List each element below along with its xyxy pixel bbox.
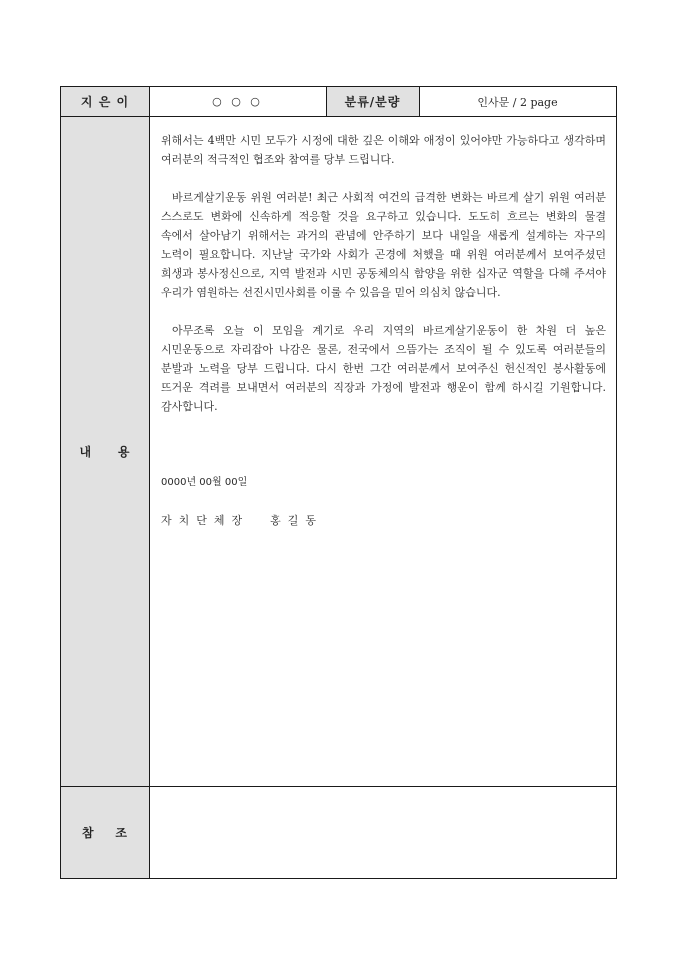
- paragraph-3: 아무조록 오늘 이 모임을 계기로 우리 지역의 바르게살기운동이 한 차원 더 높은 시민운동으로 자리잡아 나감은 물론, 전국에서 으뜸가는 조직이 될 수 있도록 여러분들의 분발과 노력을 당부 드립니다. 다시 한번 그간 여러분께서 보여주신 헌신적인 봉사활동에 뜨거운 격려를 보내면서 여러분의 직장과 가정에 발전과 행운이 함께 하시길 기원합니다. 감사합니다.: [161, 324, 606, 413]
- col-divider-2: [326, 87, 327, 116]
- date-line: 0000년 00월 00일: [161, 477, 248, 488]
- row-divider-1: [61, 116, 616, 117]
- author-value: ○ ○ ○: [212, 95, 263, 108]
- row-divider-2: [61, 786, 616, 787]
- document-table: [60, 86, 617, 879]
- col-divider-3: [419, 87, 420, 116]
- category-label: 분류/분량: [326, 87, 419, 116]
- content-label: 내 용: [61, 116, 149, 786]
- author-label: 지 은 이: [61, 87, 149, 116]
- category-value: 인사문 / 2 page: [477, 95, 558, 109]
- col-divider-1: [149, 87, 150, 878]
- paragraph-1: 위해서는 4백만 시민 모두가 시정에 대한 깊은 이해와 애정이 있어야만 가능하다고 생각하며 여러분의 적극적인 협조와 참여를 당부 드립니다.: [161, 134, 606, 166]
- paragraph-2: 바르게살기운동 위원 여러분! 최근 사회적 여건의 급격한 변화는 바르게 살기 위원 여러분 스스로도 변화에 신속하게 적응할 것을 요구하고 있습니다. 도도히 흐르는 변화의 물결 속에서 살아남기 위해서는 과거의 관념에 안주하기 보다 내일을 새롭게 설계하는 자구의 노력이 필요합니다. 지난날 국가와 사회가 곤경에 처했을 때 위원 여러분께서 보여주셨던 희생과 봉사정신으로, 지역 발전과 시민 공동체의식 함양을 위한 십자군 역할을 다해 주셔야 우리가 염원하는 선진시민사회를 이룰 수 있음을 믿어 의심치 않습니다.: [161, 191, 606, 299]
- reference-value: [149, 786, 616, 878]
- content-body: [161, 131, 606, 530]
- reference-label: 참 조: [61, 786, 149, 878]
- signature-line: 자치단체장 홍길동: [161, 514, 324, 527]
